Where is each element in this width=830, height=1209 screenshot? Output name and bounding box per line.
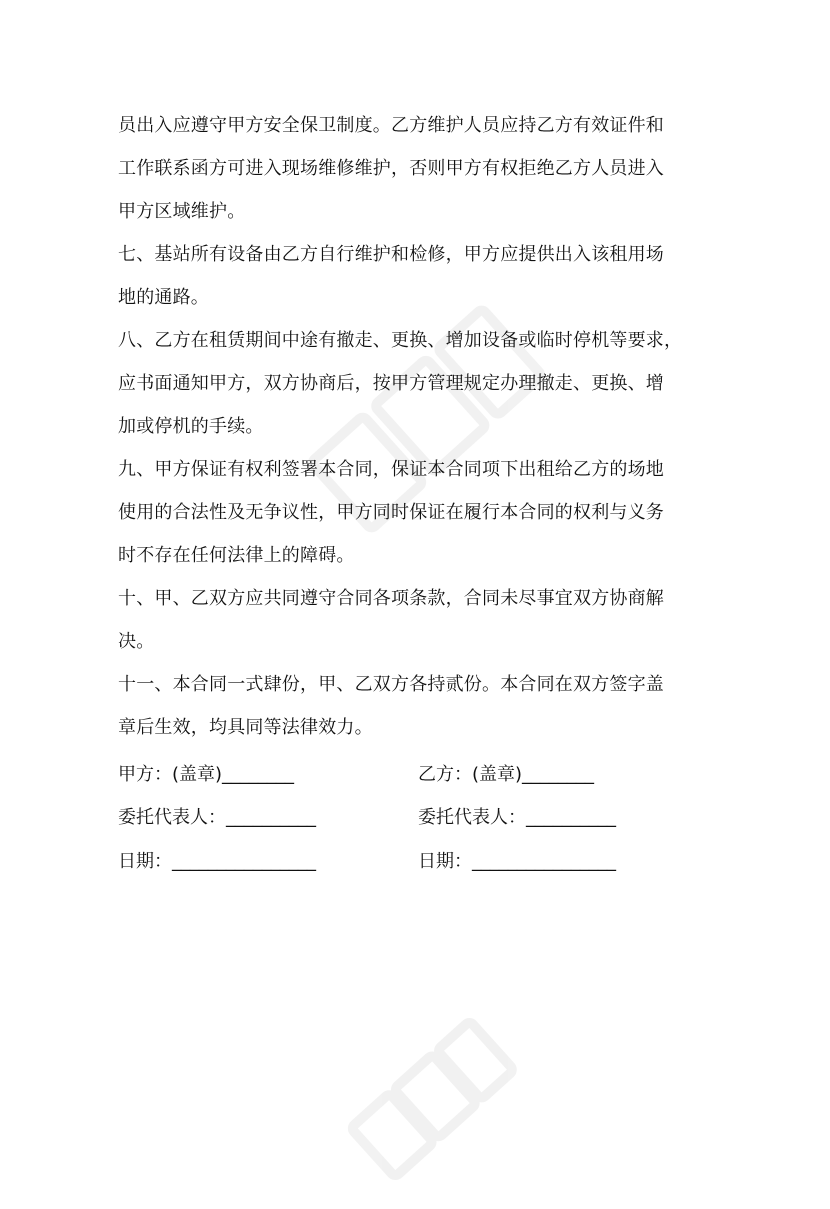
paragraph-line: 十一、本合同一式肆份，甲、乙双方各持贰份。本合同在双方签字盖 [118,674,664,695]
paragraph-line: 决。 [118,631,155,652]
paragraph-line: 甲方区域维护。 [118,201,246,222]
party-a-date-line: 日期：________________ [118,851,316,872]
paragraph-line: 应书面通知甲方，双方协商后，按甲方管理规定办理撤走、更换、增 [118,373,664,394]
paragraph-line: 十、甲、乙双方应共同遵守合同各项条款，合同未尽事宜双方协商解 [118,588,664,609]
paragraph-line: 工作联系函方可进入现场维修维护，否则甲方有权拒绝乙方人员进入 [118,158,664,179]
paragraph-line: 使用的合法性及无争议性，甲方同时保证在履行本合同的权利与义务 [118,502,664,523]
paragraph-line: 八、乙方在租赁期间中途有撤走、更换、增加设备或临时停机等要求， [118,330,683,351]
paragraph-line: 九、甲方保证有权利签署本合同，保证本合同项下出租给乙方的场地 [118,459,664,480]
party-a-seal-line: 甲方：(盖章)________ [118,764,295,785]
party-a-representative-line: 委托代表人：__________ [118,807,316,828]
paragraph-line: 时不存在任何法律上的障碍。 [118,545,355,566]
paragraph-line: 七、基站所有设备由乙方自行维护和检修，甲方应提供出入该租用场 [118,244,664,265]
paragraph-line: 地的通路。 [118,287,209,308]
party-b-representative-line: 委托代表人：__________ [418,807,616,828]
party-b-seal-line: 乙方：(盖章)________ [418,764,595,785]
paragraph-line: 章后生效，均具同等法律效力。 [118,717,373,738]
paragraph-line: 员出入应遵守甲方安全保卫制度。乙方维护人员应持乙方有效证件和 [118,115,664,136]
watermark-stamp-icon [344,1021,537,1209]
party-b-date-line: 日期：________________ [418,851,616,872]
paragraph-line: 加或停机的手续。 [118,416,264,437]
